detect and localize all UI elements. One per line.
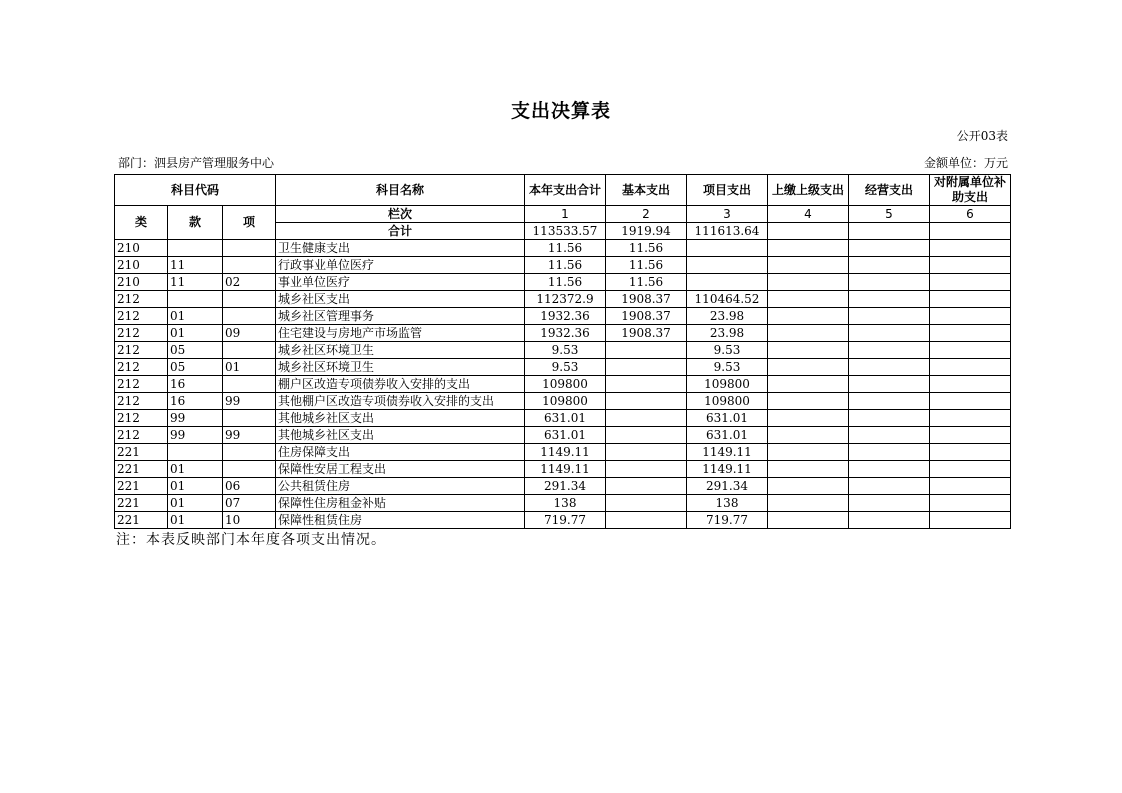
cell-lei: 212: [115, 410, 168, 427]
header-code: 科目代码: [115, 175, 276, 206]
cell-basic: 11.56: [606, 240, 687, 257]
cell-upper: [768, 478, 849, 495]
cell-project: 109800: [687, 376, 768, 393]
table-row: [115, 291, 1011, 308]
cell-kuan: 16: [168, 376, 223, 393]
cell-subsidy: [930, 444, 1011, 461]
cell-subsidy: [930, 376, 1011, 393]
total-upper: [768, 223, 849, 240]
cell-basic: [606, 512, 687, 529]
cell-name: 其他城乡社区支出: [276, 427, 525, 444]
cell-subsidy: [930, 478, 1011, 495]
cell-kuan: 01: [168, 325, 223, 342]
cell-name: 事业单位医疗: [276, 274, 525, 291]
cell-business: [849, 495, 930, 512]
header-basic: 基本支出: [606, 175, 687, 206]
cell-xiang: 07: [223, 495, 276, 512]
cell-total: 109800: [525, 376, 606, 393]
cell-upper: [768, 342, 849, 359]
cell-basic: [606, 444, 687, 461]
cell-business: [849, 325, 930, 342]
cell-upper: [768, 257, 849, 274]
cell-total: 1149.11: [525, 444, 606, 461]
cell-name: 住房保障支出: [276, 444, 525, 461]
cell-upper: [768, 427, 849, 444]
cell-lei: 221: [115, 444, 168, 461]
cell-xiang: [223, 240, 276, 257]
cell-project: 23.98: [687, 308, 768, 325]
cell-upper: [768, 410, 849, 427]
cell-kuan: 05: [168, 359, 223, 376]
cell-lei: 212: [115, 342, 168, 359]
cell-project: [687, 240, 768, 257]
cell-xiang: [223, 291, 276, 308]
cell-kuan: [168, 291, 223, 308]
header-subsidy: 对附属单位补助支出: [930, 175, 1011, 206]
cell-kuan: 01: [168, 478, 223, 495]
cell-subsidy: [930, 291, 1011, 308]
cell-total: 291.34: [525, 478, 606, 495]
cell-basic: [606, 376, 687, 393]
cell-upper: [768, 376, 849, 393]
cell-subsidy: [930, 495, 1011, 512]
cell-basic: 11.56: [606, 257, 687, 274]
cell-kuan: 01: [168, 461, 223, 478]
table-row: [115, 308, 1011, 325]
cell-basic: [606, 495, 687, 512]
cell-upper: [768, 274, 849, 291]
cell-upper: [768, 393, 849, 410]
cell-project: 291.34: [687, 478, 768, 495]
cell-upper: [768, 359, 849, 376]
cell-basic: [606, 342, 687, 359]
cell-kuan: [168, 444, 223, 461]
cell-name: 其他棚户区改造专项债券收入安排的支出: [276, 393, 525, 410]
cell-upper: [768, 240, 849, 257]
cell-basic: [606, 478, 687, 495]
cell-lei: 221: [115, 478, 168, 495]
cell-basic: [606, 410, 687, 427]
total-label: 合计: [276, 223, 525, 240]
cell-kuan: 99: [168, 410, 223, 427]
cell-total: 109800: [525, 393, 606, 410]
cell-subsidy: [930, 274, 1011, 291]
cell-upper: [768, 495, 849, 512]
cell-lei: 212: [115, 308, 168, 325]
cell-project: 9.53: [687, 342, 768, 359]
cell-total: 631.01: [525, 410, 606, 427]
table-row: [115, 393, 1011, 410]
cell-project: 631.01: [687, 410, 768, 427]
cell-xiang: 99: [223, 393, 276, 410]
header-project: 项目支出: [687, 175, 768, 206]
cell-business: [849, 342, 930, 359]
cell-xiang: [223, 461, 276, 478]
cell-basic: [606, 393, 687, 410]
cell-project: 631.01: [687, 427, 768, 444]
total-project: 111613.64: [687, 223, 768, 240]
cell-kuan: 11: [168, 257, 223, 274]
cell-kuan: 01: [168, 495, 223, 512]
col-index-1: 1: [525, 206, 606, 223]
cell-business: [849, 461, 930, 478]
cell-lei: 212: [115, 427, 168, 444]
cell-xiang: [223, 410, 276, 427]
header-kuan: 款: [168, 206, 223, 240]
form-number: 公开03表: [956, 129, 1008, 143]
header-upper: 上缴上级支出: [768, 175, 849, 206]
cell-lei: 210: [115, 240, 168, 257]
total-business: [849, 223, 930, 240]
cell-xiang: 01: [223, 359, 276, 376]
cell-total: 1149.11: [525, 461, 606, 478]
cell-total: 719.77: [525, 512, 606, 529]
cell-basic: 1908.37: [606, 325, 687, 342]
cell-business: [849, 444, 930, 461]
total-basic: 1919.94: [606, 223, 687, 240]
cell-total: 138: [525, 495, 606, 512]
cell-xiang: [223, 444, 276, 461]
cell-xiang: [223, 342, 276, 359]
cell-kuan: 11: [168, 274, 223, 291]
cell-name: 行政事业单位医疗: [276, 257, 525, 274]
col-index-3: 3: [687, 206, 768, 223]
cell-business: [849, 240, 930, 257]
cell-project: 23.98: [687, 325, 768, 342]
cell-lei: 221: [115, 512, 168, 529]
cell-kuan: 16: [168, 393, 223, 410]
cell-upper: [768, 291, 849, 308]
cell-project: [687, 274, 768, 291]
table-row: [115, 512, 1011, 529]
cell-project: 138: [687, 495, 768, 512]
header-lei: 类: [115, 206, 168, 240]
cell-business: [849, 376, 930, 393]
cell-business: [849, 410, 930, 427]
total-amount: 113533.57: [525, 223, 606, 240]
cell-upper: [768, 444, 849, 461]
cell-project: 1149.11: [687, 444, 768, 461]
cell-xiang: 09: [223, 325, 276, 342]
cell-business: [849, 478, 930, 495]
table-row: [115, 376, 1011, 393]
cell-basic: 1908.37: [606, 308, 687, 325]
cell-kuan: 99: [168, 427, 223, 444]
cell-business: [849, 274, 930, 291]
cell-project: 1149.11: [687, 461, 768, 478]
col-index-2: 2: [606, 206, 687, 223]
cell-lei: 212: [115, 359, 168, 376]
table-row: [115, 495, 1011, 512]
cell-xiang: [223, 376, 276, 393]
table-row: [115, 325, 1011, 342]
col-index-6: 6: [930, 206, 1011, 223]
cell-name: 保障性安居工程支出: [276, 461, 525, 478]
cell-total: 9.53: [525, 342, 606, 359]
table-row: [115, 444, 1011, 461]
header-business: 经营支出: [849, 175, 930, 206]
table-row: [115, 427, 1011, 444]
cell-project: 110464.52: [687, 291, 768, 308]
cell-lei: 212: [115, 393, 168, 410]
header-total: 本年支出合计: [525, 175, 606, 206]
cell-basic: 11.56: [606, 274, 687, 291]
cell-subsidy: [930, 308, 1011, 325]
header-row: [115, 175, 1011, 206]
cell-total: 1932.36: [525, 325, 606, 342]
cell-name: 住宅建设与房地产市场监管: [276, 325, 525, 342]
department-label: 部门：泗县房产管理服务中心: [118, 156, 275, 170]
cell-kuan: 01: [168, 512, 223, 529]
cell-subsidy: [930, 257, 1011, 274]
cell-subsidy: [930, 410, 1011, 427]
cell-subsidy: [930, 359, 1011, 376]
cell-lei: 221: [115, 461, 168, 478]
col-index-5: 5: [849, 206, 930, 223]
cell-subsidy: [930, 512, 1011, 529]
cell-name: 其他城乡社区支出: [276, 410, 525, 427]
cell-business: [849, 512, 930, 529]
cell-basic: [606, 359, 687, 376]
cell-kuan: [168, 240, 223, 257]
total-subsidy: [930, 223, 1011, 240]
cell-lei: 212: [115, 291, 168, 308]
cell-lei: 212: [115, 325, 168, 342]
page-title: 支出决算表: [510, 100, 611, 122]
cell-business: [849, 257, 930, 274]
cell-xiang: 10: [223, 512, 276, 529]
cell-upper: [768, 308, 849, 325]
cell-project: 719.77: [687, 512, 768, 529]
cell-project: [687, 257, 768, 274]
cell-project: 109800: [687, 393, 768, 410]
col-index-4: 4: [768, 206, 849, 223]
table-row: [115, 478, 1011, 495]
header-name: 科目名称: [276, 175, 525, 206]
cell-lei: 210: [115, 274, 168, 291]
cell-name: 城乡社区管理事务: [276, 308, 525, 325]
cell-business: [849, 291, 930, 308]
column-index-row: [115, 206, 1011, 223]
cell-lei: 210: [115, 257, 168, 274]
table-row: [115, 240, 1011, 257]
cell-xiang: 02: [223, 274, 276, 291]
cell-business: [849, 308, 930, 325]
cell-name: 卫生健康支出: [276, 240, 525, 257]
cell-name: 城乡社区支出: [276, 291, 525, 308]
table-row: [115, 342, 1011, 359]
cell-xiang: 99: [223, 427, 276, 444]
cell-basic: [606, 461, 687, 478]
cell-business: [849, 427, 930, 444]
amount-unit-label: 金额单位：万元: [923, 156, 1008, 170]
cell-name: 城乡社区环境卫生: [276, 359, 525, 376]
cell-name: 城乡社区环境卫生: [276, 342, 525, 359]
header-lanci: 栏次: [276, 206, 525, 223]
cell-xiang: [223, 257, 276, 274]
cell-total: 11.56: [525, 257, 606, 274]
table-row: [115, 359, 1011, 376]
expenditure-table: [114, 174, 1011, 529]
cell-total: 11.56: [525, 240, 606, 257]
cell-upper: [768, 512, 849, 529]
cell-name: 公共租赁住房: [276, 478, 525, 495]
header-xiang: 项: [223, 206, 276, 240]
cell-business: [849, 393, 930, 410]
cell-total: 112372.9: [525, 291, 606, 308]
cell-project: 9.53: [687, 359, 768, 376]
cell-upper: [768, 461, 849, 478]
table-note: 注：本表反映部门本年度各项支出情况。: [116, 532, 386, 548]
table-row: [115, 257, 1011, 274]
cell-subsidy: [930, 461, 1011, 478]
cell-kuan: 05: [168, 342, 223, 359]
cell-upper: [768, 325, 849, 342]
cell-subsidy: [930, 393, 1011, 410]
cell-total: 631.01: [525, 427, 606, 444]
cell-lei: 212: [115, 376, 168, 393]
cell-xiang: [223, 308, 276, 325]
cell-total: 11.56: [525, 274, 606, 291]
cell-total: 9.53: [525, 359, 606, 376]
cell-total: 1932.36: [525, 308, 606, 325]
cell-subsidy: [930, 325, 1011, 342]
cell-kuan: 01: [168, 308, 223, 325]
cell-subsidy: [930, 342, 1011, 359]
table-row: [115, 461, 1011, 478]
cell-subsidy: [930, 240, 1011, 257]
cell-business: [849, 359, 930, 376]
cell-name: 保障性住房租金补贴: [276, 495, 525, 512]
cell-name: 保障性租赁住房: [276, 512, 525, 529]
cell-subsidy: [930, 427, 1011, 444]
cell-basic: 1908.37: [606, 291, 687, 308]
cell-lei: 221: [115, 495, 168, 512]
cell-name: 棚户区改造专项债券收入安排的支出: [276, 376, 525, 393]
table-row: [115, 410, 1011, 427]
cell-xiang: 06: [223, 478, 276, 495]
cell-basic: [606, 427, 687, 444]
table-row: [115, 274, 1011, 291]
